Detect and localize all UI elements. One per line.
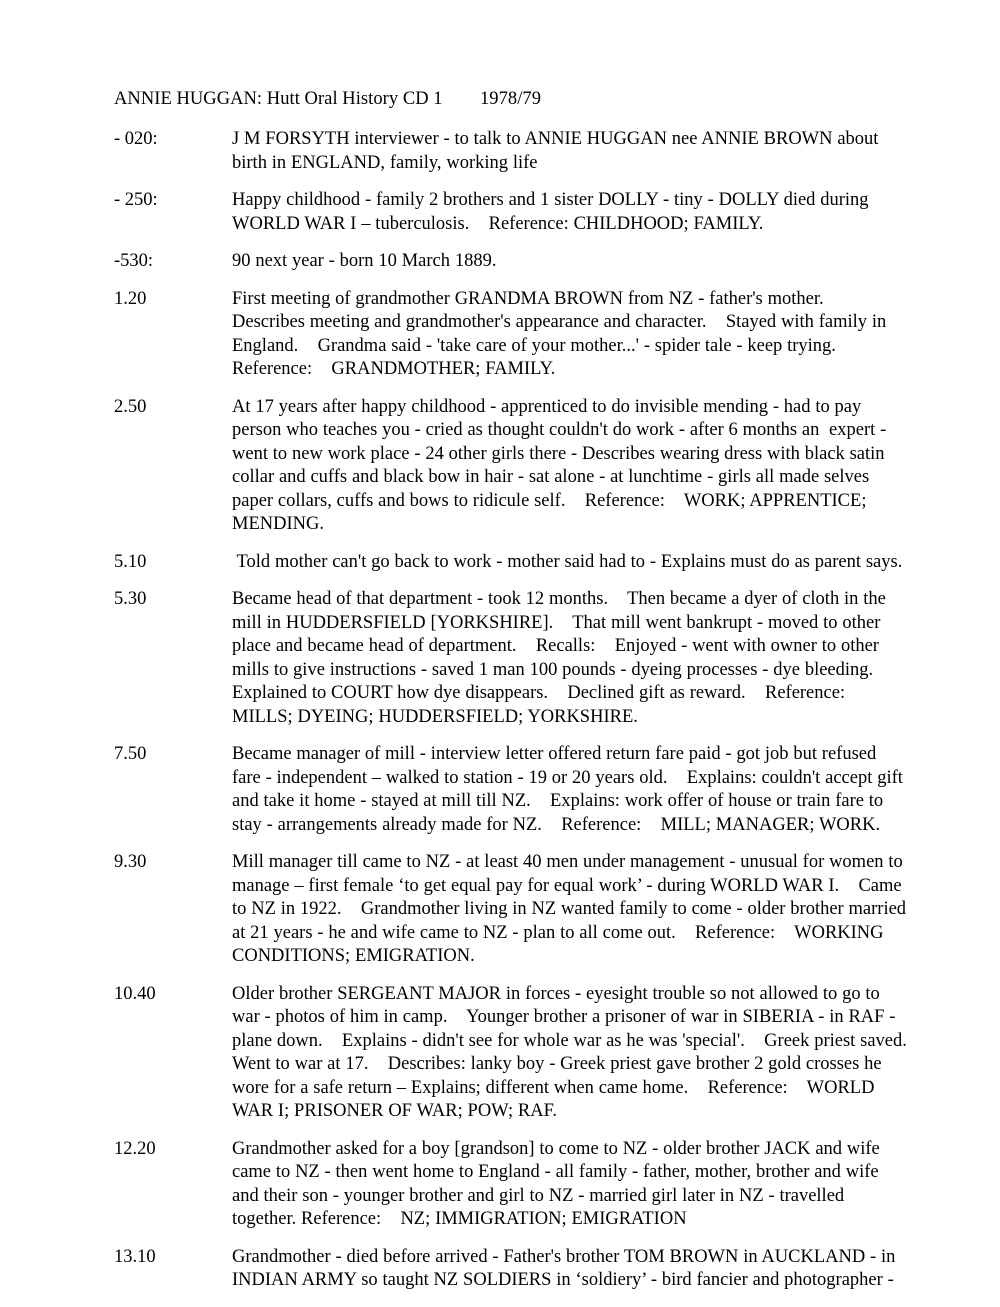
transcript-entry: [0, 189, 1000, 236]
entry-text-line: WAR I; PRISONER OF WAR; POW; RAF.: [232, 1101, 558, 1121]
entry-text: [232, 851, 907, 969]
transcript-entry: [0, 551, 1000, 575]
entry-timecode: 12.20: [114, 1138, 156, 1159]
entry-text-line: Told mother can't go back to work - mother said had to - Explains must do as parent says.: [232, 551, 903, 572]
entry-timecode: 13.10: [114, 1246, 156, 1267]
entry-text-line: plane down. Explains - didn't see for whole war as he was 'special'. Greek priest saved.: [232, 1030, 907, 1051]
entry-text-line: fare - independent – walked to station - 19 or 20 years old. Explains: couldn't accept gift: [232, 767, 903, 788]
entry-text-line: CONDITIONS; EMIGRATION.: [232, 946, 475, 966]
entry-timecode: 9.30: [114, 852, 147, 872]
entry-timecode: -530:: [114, 251, 154, 271]
entry-text-line: Became head of that department - took 12 months. Then became a dyer of cloth in the: [232, 589, 886, 609]
entry-timecode: 7.50: [114, 744, 147, 764]
entry-text-line: Reference: GRANDMOTHER; FAMILY.: [232, 359, 556, 379]
entry-text-line: mills to give instructions - saved 1 man 100 pounds - dyeing processes - dye bleeding.: [232, 659, 874, 680]
entry-text-line: WORLD WAR I – tuberculosis. Reference: CHILDHOOD; FAMILY.: [232, 213, 764, 234]
entry-text-line: Grandmother - died before arrived - Father's brother TOM BROWN in AUCKLAND - in: [232, 1246, 896, 1267]
transcript-entry: [0, 588, 1000, 729]
transcript-entry: [0, 250, 1000, 274]
entry-text-line: paper collars, cuffs and bows to ridicule self. Reference: WORK; APPRENTICE;: [232, 490, 867, 511]
entry-timecode: - 250:: [114, 190, 158, 210]
transcript-entry: [0, 743, 1000, 837]
entry-text: [232, 983, 907, 1124]
entry-timecode: 5.30: [114, 589, 147, 609]
entry-timecode: 2.50: [114, 396, 147, 417]
entry-text: [232, 288, 888, 382]
transcript-entry-list: [0, 128, 1000, 1307]
entry-text-line: Describes meeting and grandmother's appearance and character. Stayed with family in: [232, 312, 887, 332]
entry-text-line: stay - arrangements already made for NZ. Reference: MILL; MANAGER; WORK.: [232, 814, 881, 835]
entry-text-line: INDIAN ARMY so taught NZ SOLDIERS in ‘soldiery’ - bird fancier and photographer -: [232, 1270, 894, 1290]
transcript-entry: [0, 396, 1000, 537]
document-header: ANNIE HUGGAN: Hutt Oral History CD 1 1978/79: [114, 89, 541, 109]
entry-text-line: went to new work place - 24 other girls there - Describes wearing dress with black satin: [232, 443, 885, 464]
entry-text-line: mill in HUDDERSFIELD [YORKSHIRE]. That mill went bankrupt - moved to other: [232, 612, 881, 633]
entry-text: [232, 396, 888, 537]
entry-text-line: at 21 years - he and wife came to NZ - plan to all come out. Reference: WORKING: [232, 922, 884, 943]
entry-timecode: - 020:: [114, 129, 158, 149]
entry-text-line: Grandmother asked for a boy [grandson] to come to NZ - older brother JACK and wife: [232, 1138, 880, 1159]
entry-text-line: Went to war at 17. Describes: lanky boy - Greek priest gave brother 2 gold crosses he: [232, 1054, 882, 1074]
entry-text-line: manage – first female ‘to get equal pay for equal work’ - during WORLD WAR I. Came: [232, 875, 902, 896]
entry-text-line: and take it home - stayed at mill till NZ. Explains: work offer of house or train fare to: [232, 791, 884, 811]
entry-text-line: MENDING.: [232, 514, 324, 534]
transcript-entry: [0, 1138, 1000, 1232]
entry-text-line: MILLS; DYEING; HUDDERSFIELD; YORKSHIRE.: [232, 706, 638, 727]
entry-text-line: wore for a safe return – Explains; different when came home. Reference: WORLD: [232, 1077, 875, 1098]
entry-text: [232, 551, 903, 575]
entry-text-line: England. Grandma said - 'take care of your mother...' - spider tale - keep trying.: [232, 335, 836, 356]
entry-text: [232, 250, 888, 274]
entry-timecode: 10.40: [114, 983, 156, 1004]
entry-text-line: Became manager of mill - interview letter offered return fare paid - got job but refused: [232, 744, 877, 764]
transcript-entry: [0, 128, 1000, 175]
transcript-entry: [0, 983, 1000, 1124]
entry-text-line: came to NZ - then went home to England - all family - father, mother, brother and wife: [232, 1162, 879, 1182]
entry-text: [232, 1138, 888, 1232]
entry-text-line: Happy childhood - family 2 brothers and 1 sister DOLLY - tiny - DOLLY died during: [232, 190, 869, 210]
entry-text: [232, 189, 888, 236]
entry-text: [232, 1246, 896, 1293]
entry-text: [232, 588, 888, 729]
entry-text-line: Older brother SERGEANT MAJOR in forces - eyesight trouble so not allowed to go to: [232, 983, 880, 1004]
entry-text-line: Mill manager till came to NZ - at least 40 men under management - unusual for women to: [232, 852, 903, 872]
entry-text-line: Explained to COURT how dye disappears. Declined gift as reward. Reference:: [232, 683, 846, 703]
entry-text-line: and their son - younger brother and girl to NZ - married girl later in NZ - travelled: [232, 1185, 845, 1206]
entry-text-line: together. Reference: NZ; IMMIGRATION; EMIGRATION: [232, 1209, 687, 1229]
entry-text-line: place and became head of department. Recalls: Enjoyed - went with owner to other: [232, 636, 879, 656]
entry-text-line: At 17 years after happy childhood - apprenticed to do invisible mending - had to pay: [232, 396, 862, 417]
transcript-entry: [0, 851, 1000, 969]
entry-text-line: J M FORSYTH interviewer - to talk to ANNIE HUGGAN nee ANNIE BROWN about: [232, 129, 879, 149]
entry-text-line: 90 next year - born 10 March 1889.: [232, 251, 497, 271]
entry-text-line: First meeting of grandmother GRANDMA BROWN from NZ - father's mother.: [232, 288, 824, 309]
entry-text: [232, 128, 888, 175]
entry-timecode: 5.10: [114, 551, 147, 572]
entry-text-line: person who teaches you - cried as thought couldn't do work - after 6 months an expert -: [232, 420, 887, 440]
entry-text-line: to NZ in 1922. Grandmother living in NZ wanted family to come - older brother married: [232, 899, 907, 919]
transcript-entry: [0, 1246, 1000, 1293]
entry-text-line: collar and cuffs and black bow in hair - sat alone - at lunchtime - girls all made selves: [232, 467, 870, 487]
entry-timecode: 1.20: [114, 288, 147, 309]
transcript-entry: [0, 288, 1000, 382]
entry-text: [232, 743, 903, 837]
entry-text-line: war - photos of him in camp. Younger brother a prisoner of war in SIBERIA - in RAF -: [232, 1007, 896, 1027]
entry-text-line: birth in ENGLAND, family, working life: [232, 152, 538, 173]
